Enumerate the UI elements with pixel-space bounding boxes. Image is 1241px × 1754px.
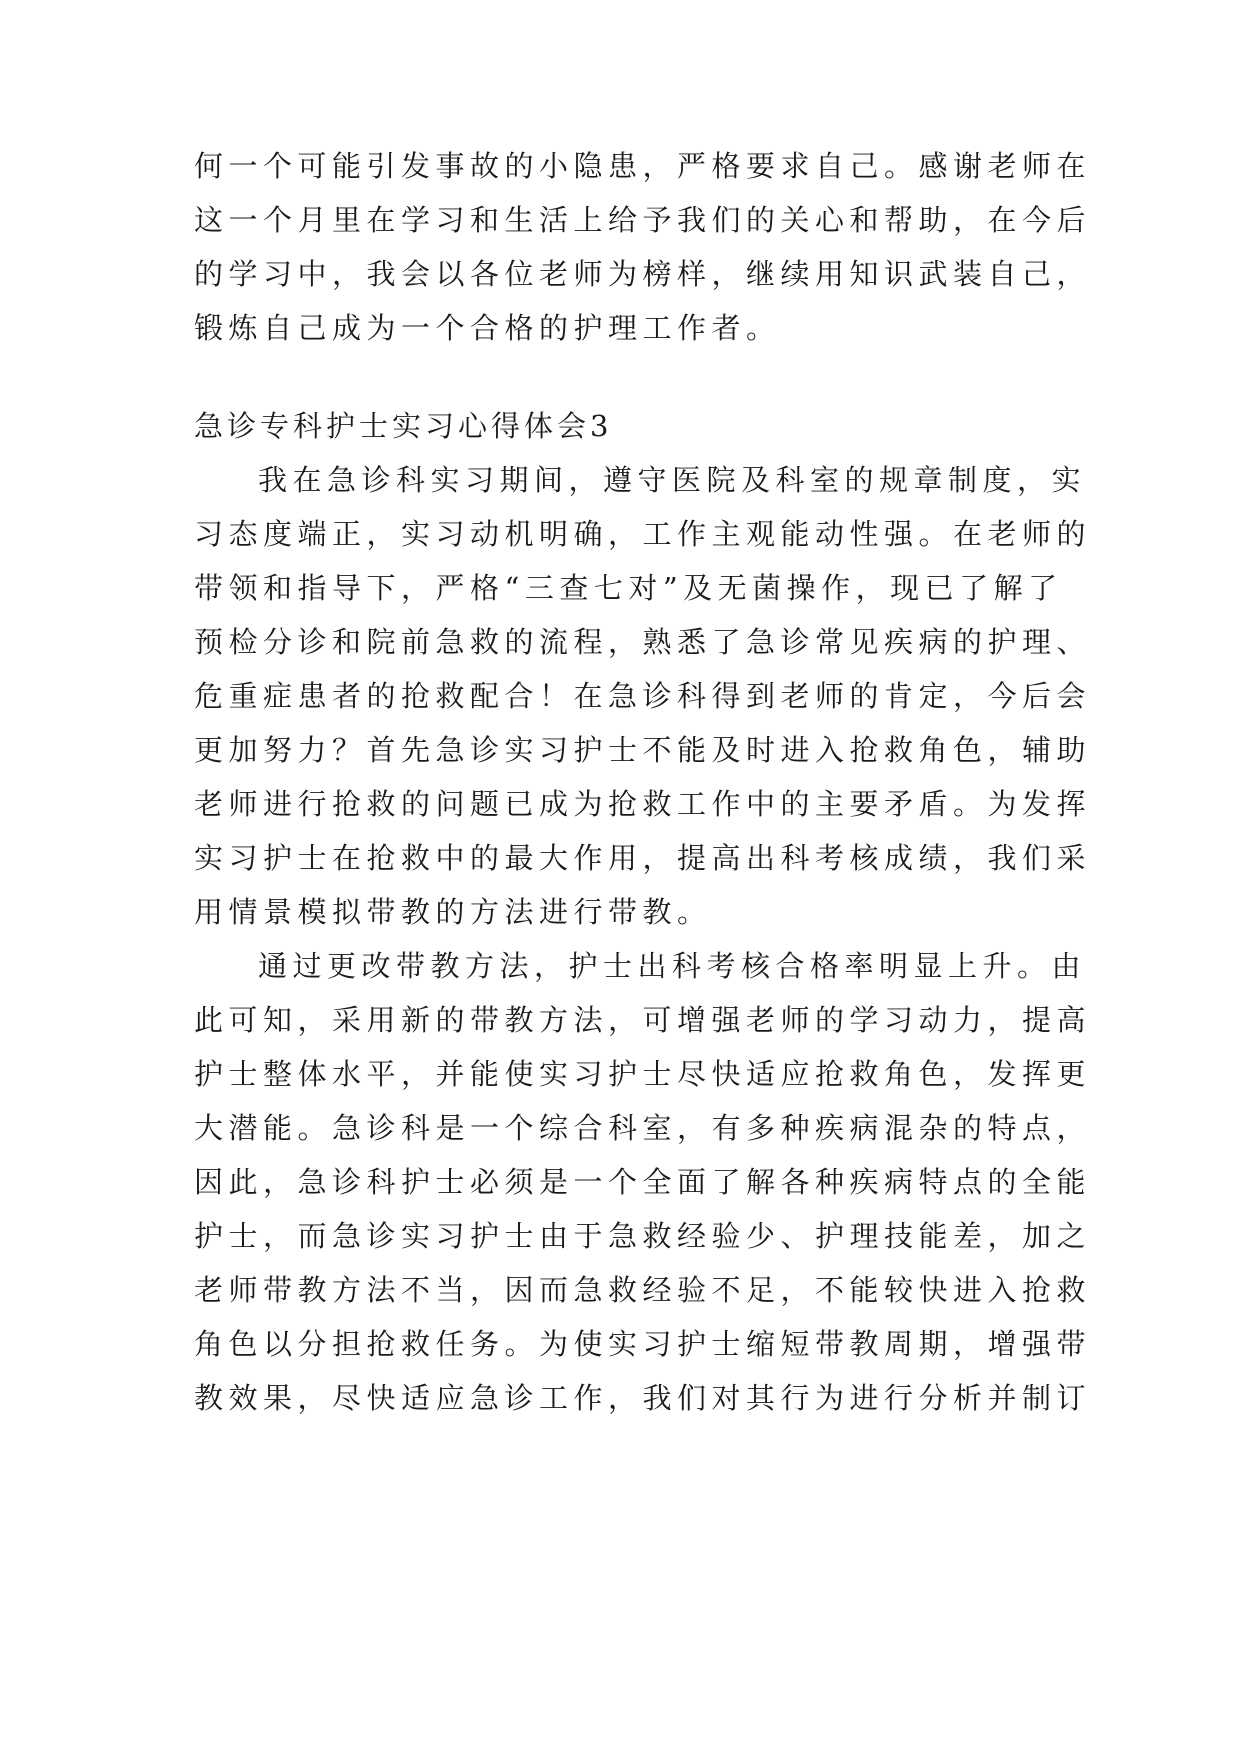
paragraph-line: 大潜能。急诊科是一个综合科室，有多种疾病混杂的特点， xyxy=(194,1111,1092,1145)
paragraph-line: 更加努力？首先急诊实习护士不能及时进入抢救角色，辅助 xyxy=(194,733,1092,767)
paragraph-line: 老师进行抢救的问题已成为抢救工作中的主要矛盾。为发挥 xyxy=(194,787,1092,821)
paragraph-line: 预检分诊和院前急救的流程，熟悉了急诊常见疾病的护理、 xyxy=(194,625,1092,659)
paragraph-line: 教效果，尽快适应急诊工作，我们对其行为进行分析并制订 xyxy=(194,1381,1092,1415)
paragraph-line: 用情景模拟带教的方法进行带教。 xyxy=(194,895,712,929)
paragraph-line: 带领和指导下，严格“三查七对”及无菌操作，现已了解了 xyxy=(194,571,1063,605)
paragraph-line: 这一个月里在学习和生活上给予我们的关心和帮助，在今后 xyxy=(194,203,1092,237)
paragraph-line: 我在急诊科实习期间，遵守医院及科室的规章制度，实 xyxy=(258,463,1087,497)
paragraph-line: 实习护士在抢救中的最大作用，提高出科考核成绩，我们采 xyxy=(194,841,1092,875)
paragraph-line: 通过更改带教方法，护士出科考核合格率明显上升。由 xyxy=(258,949,1087,983)
paragraph-line: 因此，急诊科护士必须是一个全面了解各种疾病特点的全能 xyxy=(194,1165,1092,1199)
section-title: 急诊专科护士实习心得体会3 xyxy=(194,409,613,443)
paragraph-line: 此可知，采用新的带教方法，可增强老师的学习动力，提高 xyxy=(194,1003,1092,1037)
paragraph-line: 老师带教方法不当，因而急救经验不足，不能较快进入抢救 xyxy=(194,1273,1092,1307)
paragraph-line: 护士整体水平，并能使实习护士尽快适应抢救角色，发挥更 xyxy=(194,1057,1092,1091)
paragraph-line: 何一个可能引发事故的小隐患，严格要求自己。感谢老师在 xyxy=(194,149,1092,183)
paragraph-line: 危重症患者的抢救配合！在急诊科得到老师的肯定，今后会 xyxy=(194,679,1092,713)
paragraph-line: 锻炼自己成为一个合格的护理工作者。 xyxy=(194,311,781,345)
paragraph-line: 的学习中，我会以各位老师为榜样，继续用知识武装自己， xyxy=(194,257,1092,291)
paragraph-line: 习态度端正，实习动机明确，工作主观能动性强。在老师的 xyxy=(194,517,1092,551)
paragraph-line: 护士，而急诊实习护士由于急救经验少、护理技能差，加之 xyxy=(194,1219,1092,1253)
paragraph-line: 角色以分担抢救任务。为使实习护士缩短带教周期，增强带 xyxy=(194,1327,1092,1361)
